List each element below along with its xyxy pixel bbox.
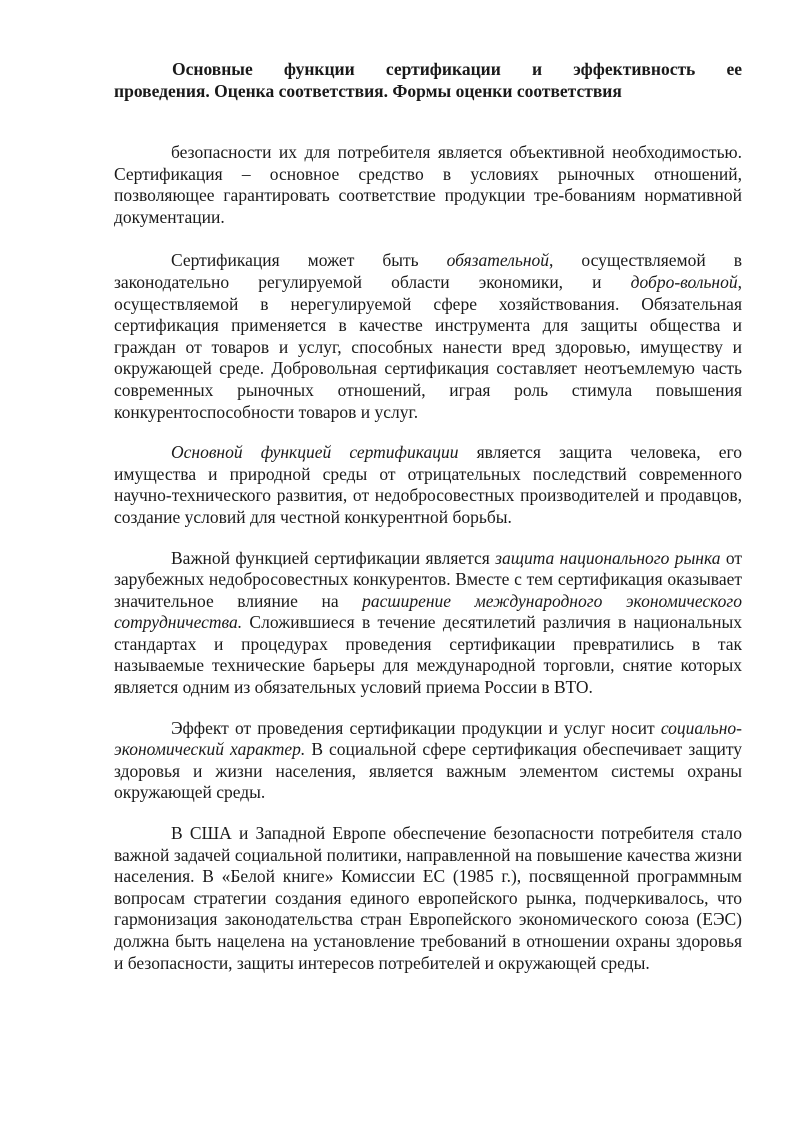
paragraph-2-italic-mandatory: обязательной (446, 250, 549, 271)
paragraph-1-text: безопасности их для потребителя является объективной необходимостью. Сертификация – основное средство в условиях рыночных отношений, позволяющее гарантировать соответствие продукции тре-бованиям нормативной документации. (114, 142, 742, 227)
document-title (114, 58, 742, 102)
title-line-2: проведения. Оценка соответствия. Формы оценки соответствия (114, 81, 622, 101)
paragraph-3-italic: Основной функцией сертификации (171, 442, 459, 463)
paragraph-2-text-c: , осуществляемой в законодательно регулируемой области экономики, и (114, 250, 742, 292)
paragraph-6-text: В США и Западной Европе обеспечение безопасности потребителя стало важной задачей социальной политики, направленной на повышение качества жизни населения. В «Белой книге» Комиссии ЕС (1985 г.), посвященной программным вопросам стратегии создания единого европейского рынка, подчеркивалось, что гармонизация законодательства стран Европейского экономического союза (ЕЭС) должна быть нацелена на установление требований в отношении охраны здоровья и безопасности, защиты интересов потребителей и окружающей среды. (114, 823, 742, 973)
paragraph-3 (114, 442, 742, 528)
paragraph-5 (114, 718, 742, 804)
paragraph-4-text-a: Важной функцией сертификации является (171, 547, 496, 568)
paragraph-2-text-a: Сертификация может быть (171, 250, 447, 271)
paragraph-5-italic: социально-экономический характер. (114, 717, 742, 760)
document-body (114, 142, 742, 993)
paragraph-4-text-e: Сложившиеся в течение десятилетий различия в национальных стандартах и процедурах проведения сертификации превратились в так называемые технические барьеры для международной торговли, снятие которых является одним из обязательных условий приема России в ВТО. (114, 612, 742, 698)
paragraph-2-text-e: , осуществляемой в нерегулируемой сфере хозяйствования. Обязательная сертификация применяется в качестве инструмента для защиты общества и граждан от товаров и услуг, способных нанести вред здоровью, имуществу и окружающей среде. Добровольная сертификация составляет неотъемлемую часть современных рыночных отношений, играя роль стимула повышения конкурентоспособности товаров и услуг. (114, 271, 742, 422)
paragraph-2-italic-voluntary: добро-вольной (630, 271, 738, 292)
paragraph-4 (114, 548, 742, 699)
paragraph-6 (114, 823, 742, 974)
paragraph-4-italic-b: защита национального рынка (495, 547, 721, 568)
paragraph-1 (114, 142, 742, 228)
title-line-1: Основные функции сертификации и эффективность ее (172, 59, 742, 79)
paragraph-4-italic-d: расширение международного экономического сотрудничества. (114, 590, 743, 633)
paragraph-3-text: является защита человека, его имущества и природной среды от отрицательных последствий современного научно-технического развития, от недобросовестных производителей и продавцов, создание условий для честной конкурентной борьбы. (114, 442, 743, 527)
paragraph-4-text-c: от зарубежных недобросовестных конкурентов. Вместе с тем сертификация оказывает значительное влияние на (114, 547, 742, 611)
paragraph-5-text-c: В социальной сфере сертификация обеспечивает защиту здоровья и жизни населения, является важным элементом системы охраны окружающей среды. (114, 739, 743, 803)
paragraph-2 (114, 250, 742, 423)
paragraph-5-text-a: Эффект от проведения сертификации продукции и услуг носит (171, 717, 661, 738)
